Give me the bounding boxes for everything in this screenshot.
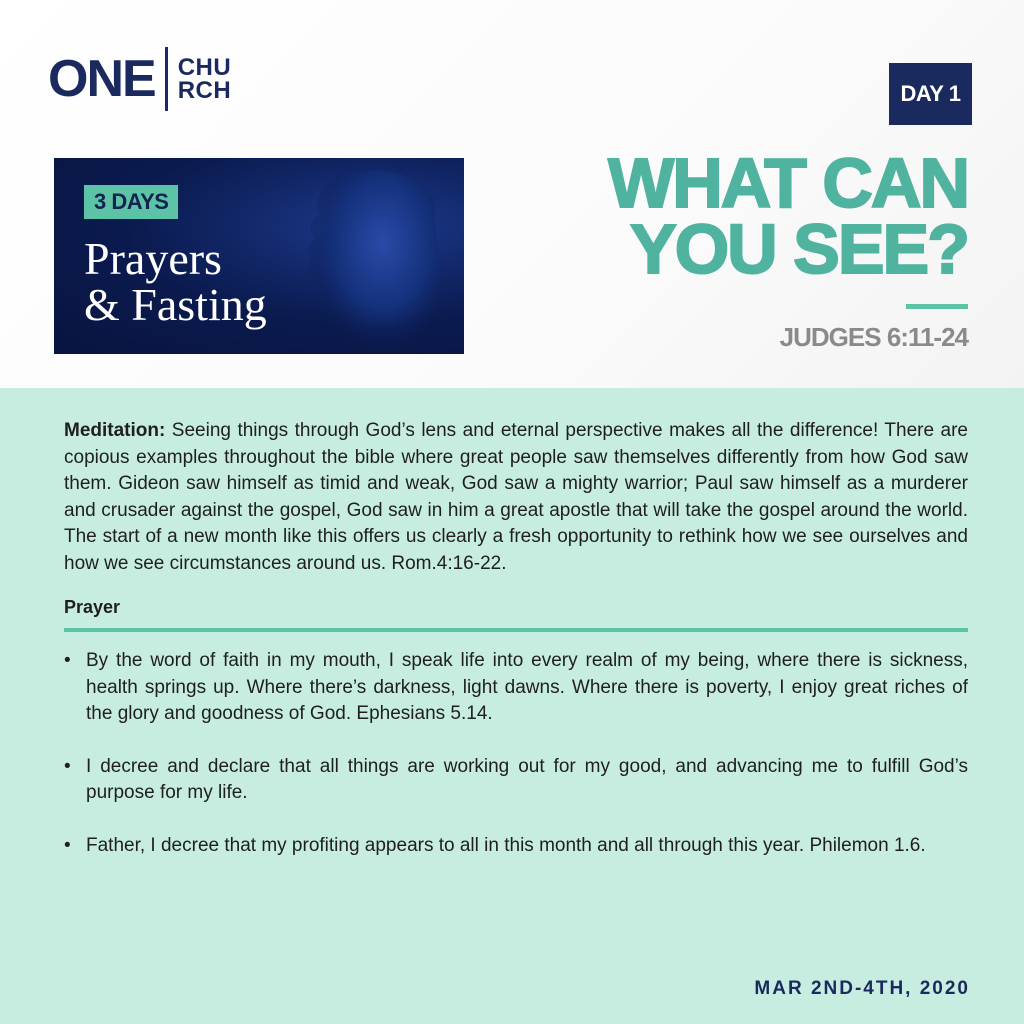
- logo-divider: [165, 47, 168, 111]
- meditation-label: Meditation:: [64, 420, 166, 441]
- bullet-icon: •: [64, 834, 71, 856]
- list-item: • I decree and declare that all things are working out for my good, and advancing me to fulfill God’s purpose for my life.: [64, 755, 968, 803]
- headline: WHAT CAN YOU SEE?: [608, 144, 968, 288]
- event-dates: MAR 2ND-4TH, 2020: [754, 978, 970, 999]
- meditation-paragraph: [64, 418, 968, 577]
- logo-one-text: ONE: [48, 50, 155, 108]
- bullet-icon: •: [64, 755, 71, 777]
- praying-person-silhouette: [274, 158, 444, 354]
- prayer-heading: Prayer: [64, 597, 121, 617]
- day-badge: DAY 1: [889, 63, 972, 125]
- devotional-content: [64, 418, 968, 885]
- list-item: • Father, I decree that my profiting appears to all in this month and all through this year. Philemon 1.6.: [64, 833, 968, 860]
- scripture-reference: JUDGES 6:11-24: [779, 322, 968, 352]
- logo-church-text: CHU RCH: [177, 54, 232, 104]
- days-label: 3 DAYS: [84, 185, 178, 219]
- bullet-icon: •: [64, 650, 71, 671]
- prayer-divider: [64, 628, 968, 632]
- banner-title: Prayers & Fasting: [84, 233, 267, 330]
- prayer-list: [64, 648, 968, 859]
- headline-divider: [906, 304, 968, 309]
- one-church-logo: [48, 45, 231, 113]
- list-item: • By the word of faith in my mouth, I speak life into every realm of my being, where there is sickness, health springs up. Where there’s darkness, light dawns. Where there is poverty, I enjoy great riches of the glory and goodness of God. Ephesians 5.14.: [64, 650, 968, 724]
- meditation-text: Seeing things through God’s lens and eternal perspective makes all the difference! There are copious examples throughout the bible where great people saw themselves differently from how God saw them. Gideon saw himself as timid and weak, God saw a mighty warrior; Paul saw himself as a murderer and crusader against the gospel, God saw in him a great apostle that will take the gospel around the world. The start of a new month like this offers us clearly a fresh opportunity to rethink how we see ourselves and how we see circumstances around us. Rom.4:16-22.: [64, 420, 968, 574]
- prayer-fasting-banner: [54, 158, 464, 354]
